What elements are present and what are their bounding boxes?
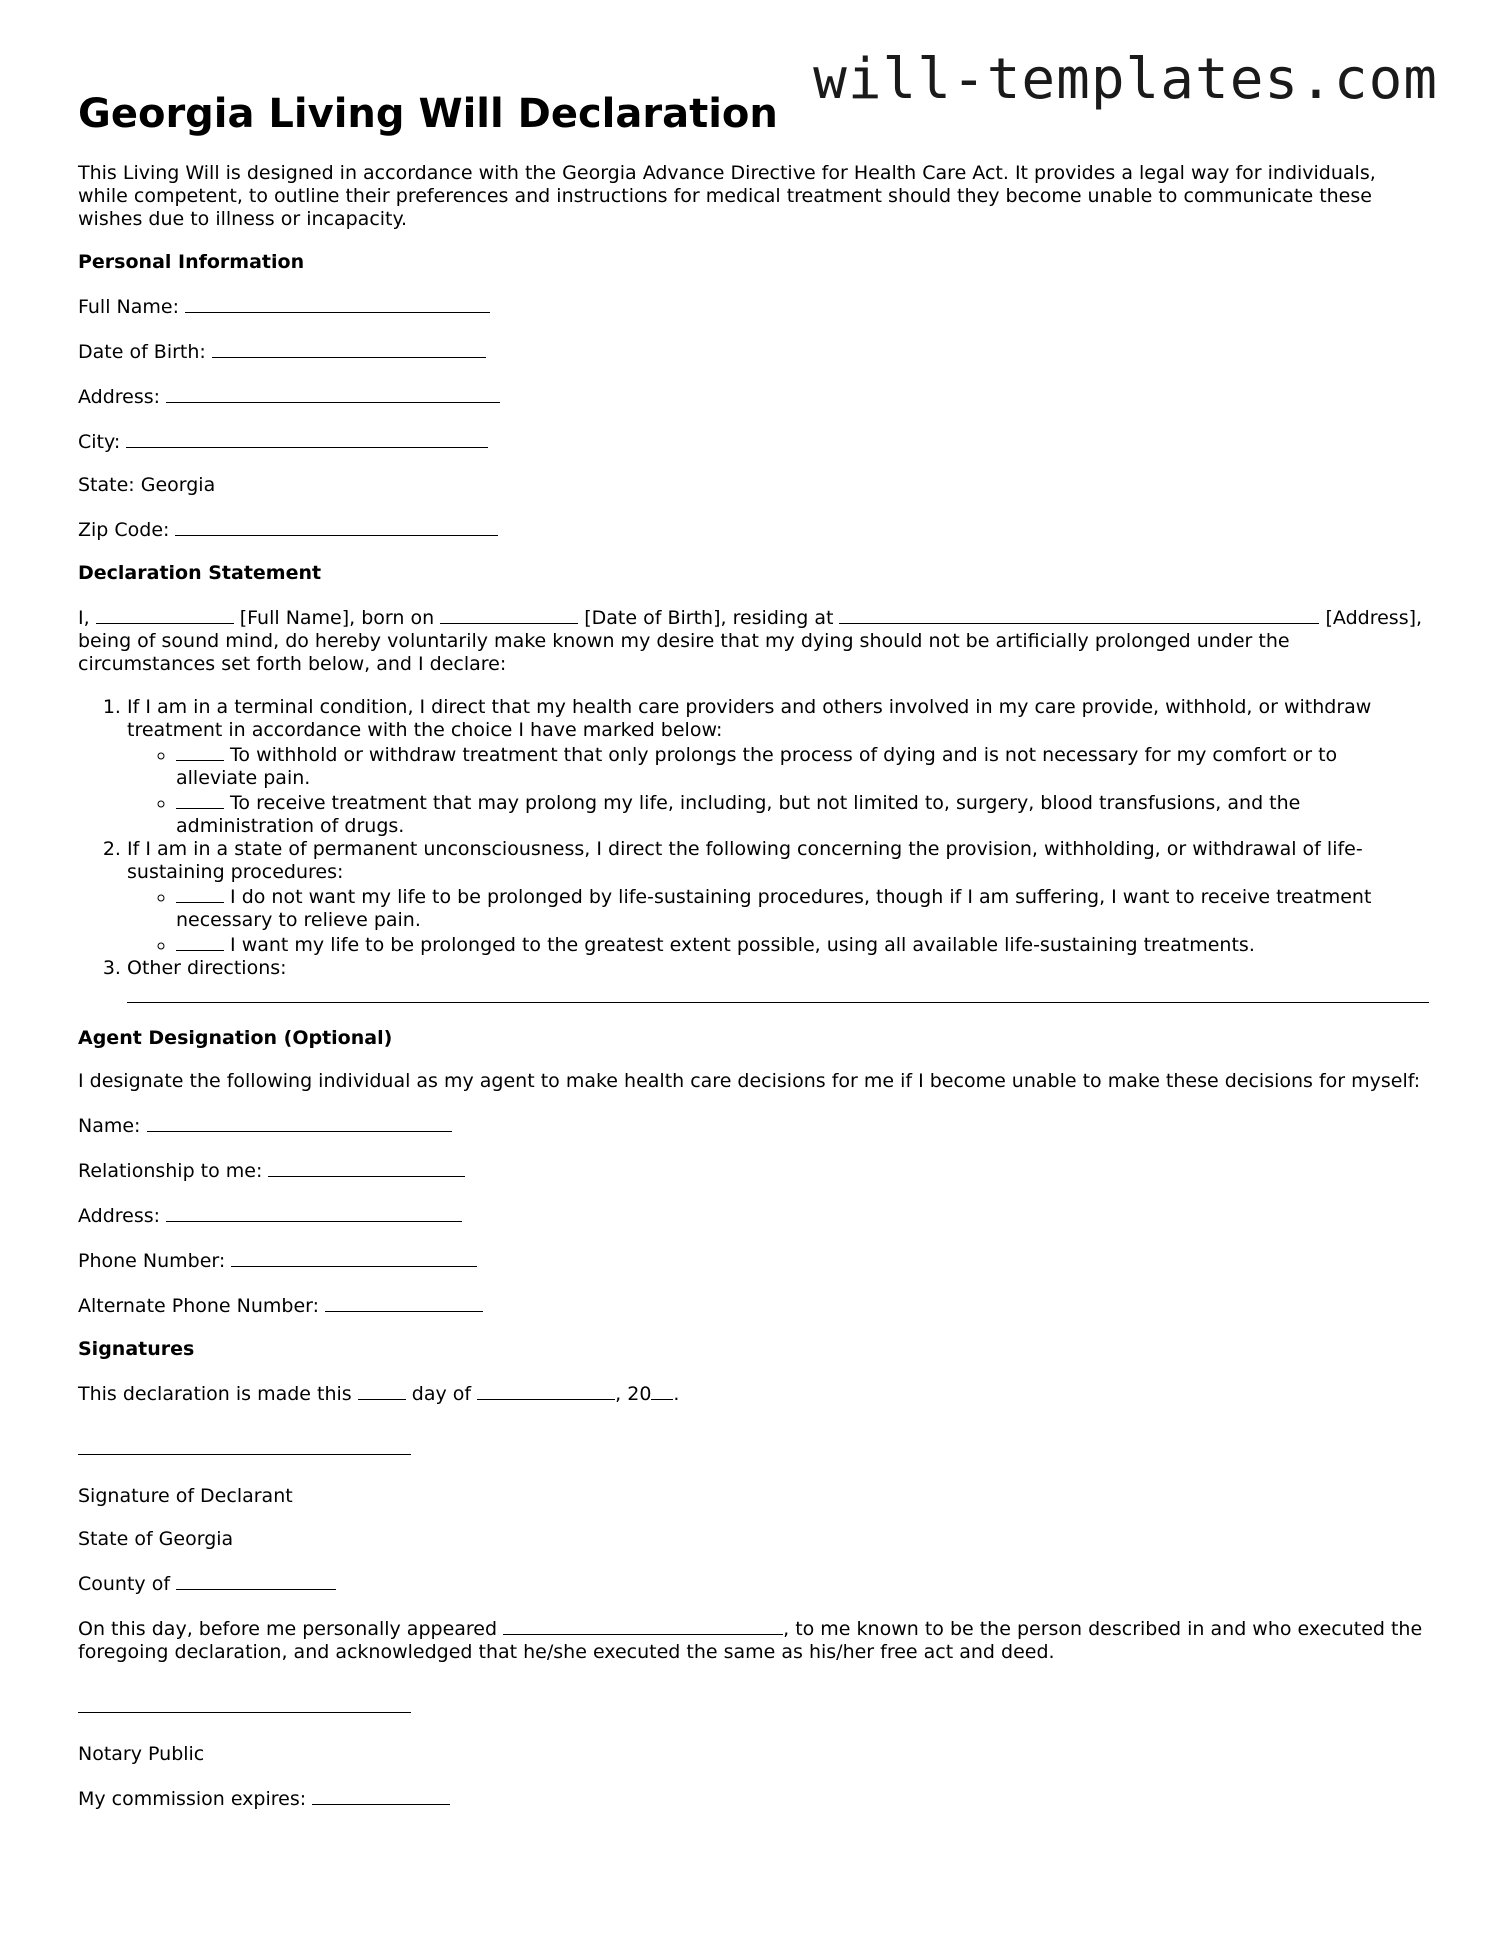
unconscious-prolong-text: I want my life to be prolonged to the greatest extent possible, using all available life-sustaining treatments. (230, 934, 1255, 956)
notary-text-b: , to me known to be the person described in and who executed the foregoing declaration, and acknowledged that he/she executed the same as his/her free act and deed. (78, 1618, 1423, 1663)
agent-phone-label: Phone Number: (78, 1250, 226, 1272)
declaration-name-blank[interactable] (96, 605, 234, 624)
state-label: State: Georgia (78, 474, 216, 496)
agent-phone-blank[interactable] (231, 1248, 477, 1267)
agent-alt-phone-label: Alternate Phone Number: (78, 1295, 320, 1317)
state-field (78, 474, 1423, 497)
city-label: City: (78, 431, 121, 453)
declaration-month-blank[interactable] (477, 1381, 615, 1400)
agent-relationship-blank[interactable] (268, 1158, 465, 1177)
unconscious-option-prolong (176, 932, 1423, 957)
terminal-option-receive (176, 790, 1423, 838)
agent-address-label: Address: (78, 1205, 161, 1227)
dob-blank[interactable] (212, 339, 486, 358)
declaration-heading: Declaration Statement (78, 562, 322, 584)
zip-field (78, 517, 1423, 542)
terminal-withhold-text: To withhold or withdraw treatment that only prolongs the process of dying and is not necessary for my comfort or to alleviate pain. (176, 744, 1338, 789)
dob-field (78, 339, 1423, 364)
city-blank[interactable] (126, 429, 488, 448)
declaration-address-blank[interactable] (839, 605, 1319, 624)
county-blank[interactable] (176, 1571, 336, 1590)
agent-alt-phone-blank[interactable] (325, 1293, 483, 1312)
unconscious-options (127, 884, 1423, 957)
document-page (78, 90, 1423, 1831)
terminal-receive-text: To receive treatment that may prolong my life, including, but not limited to, surgery, blood transfusions, and the administration of drugs. (176, 792, 1301, 837)
directive-unconscious-text: If I am in a state of permanent unconsciousness, I direct the following concerning the provision, withholding, or withdrawal of life-sustaining procedures: (127, 838, 1363, 883)
agent-heading: Agent Designation (Optional) (78, 1027, 393, 1049)
directive-terminal-text: If I am in a terminal condition, I direct that my health care providers and others involved in my care provide, withhold, or withdraw treatment in accordance with the choice I have marked below: (127, 696, 1372, 741)
full-name-field (78, 294, 1423, 319)
declaration-date-text-b: day of (411, 1383, 472, 1405)
declaration-paragraph (78, 605, 1423, 676)
directive-unconscious (127, 838, 1423, 957)
terminal-options (127, 742, 1423, 838)
unconscious-prolong-check-blank[interactable] (176, 932, 224, 951)
full-name-label: Full Name: (78, 296, 179, 318)
appeared-person-blank[interactable] (503, 1616, 783, 1635)
agent-alt-phone-field (78, 1293, 1423, 1318)
directive-terminal (127, 696, 1423, 838)
notary-signature-line[interactable] (78, 1694, 411, 1713)
unconscious-no-prolong-check-blank[interactable] (176, 884, 224, 903)
agent-phone-field (78, 1248, 1423, 1273)
directives-list (78, 696, 1423, 1003)
terminal-withhold-check-blank[interactable] (176, 742, 224, 761)
dob-label: Date of Birth: (78, 341, 206, 363)
agent-name-label: Name: (78, 1115, 141, 1137)
notary-text-a: On this day, before me personally appeared (78, 1618, 498, 1640)
agent-relationship-label: Relationship to me: (78, 1160, 263, 1182)
notary-paragraph (78, 1616, 1423, 1664)
agent-name-field (78, 1113, 1423, 1138)
agent-intro: I designate the following individual as my agent to make health care decisions for me if I become unable to make these decisions for myself: (78, 1070, 1421, 1092)
declaration-text-a: I, (78, 607, 90, 629)
declaration-day-blank[interactable] (358, 1381, 406, 1400)
address-label: Address: (78, 386, 161, 408)
declaration-text-d: [Address], being of sound mind, do hereby voluntarily make known my desire that my dying should not be artificially prolonged under the circumstances set forth below, and I declare: (78, 607, 1423, 675)
declarant-signature-line[interactable] (78, 1436, 411, 1455)
declaration-date-text-c: , 20 (615, 1383, 652, 1405)
zip-blank[interactable] (175, 517, 498, 536)
declaration-year-blank[interactable] (651, 1381, 673, 1400)
agent-name-blank[interactable] (147, 1113, 452, 1132)
directive-other (127, 957, 1423, 1003)
declaration-text-c: [Date of Birth], residing at (584, 607, 834, 629)
terminal-option-withhold (176, 742, 1423, 790)
commission-label: My commission expires: (78, 1788, 307, 1810)
agent-address-blank[interactable] (166, 1203, 462, 1222)
unconscious-no-prolong-text: I do not want my life to be prolonged by life-sustaining procedures, though if I am suffering, I want to receive treatment necessary to relieve pain. (176, 886, 1372, 931)
intro-paragraph: This Living Will is designed in accordance with the Georgia Advance Directive for Health Care Act. It provides a legal way for individuals, while competent, to outline their preferences and instructions for medical treatment should they become unable to communicate these wishes due to illness or incapacity. (78, 162, 1376, 230)
declaration-dob-blank[interactable] (440, 605, 578, 624)
declaration-date-text-d: . (673, 1383, 680, 1405)
county-label: County of (78, 1573, 171, 1595)
address-field (78, 384, 1423, 409)
agent-address-field (78, 1203, 1423, 1228)
terminal-receive-check-blank[interactable] (176, 790, 224, 809)
state-of-georgia: State of Georgia (78, 1528, 234, 1550)
full-name-blank[interactable] (185, 294, 490, 313)
county-field (78, 1571, 1423, 1596)
declaration-date-text-a: This declaration is made this (78, 1383, 352, 1405)
commission-blank[interactable] (312, 1786, 450, 1805)
page-title: Georgia Living Will Declaration (78, 91, 778, 137)
declarant-signature-label: Signature of Declarant (78, 1485, 293, 1507)
unconscious-option-no-prolong (176, 884, 1423, 932)
personal-info-heading: Personal Information (78, 251, 305, 273)
signatures-heading: Signatures (78, 1338, 195, 1360)
agent-relationship-field (78, 1158, 1423, 1183)
other-directions-blank[interactable] (127, 984, 1429, 1003)
watermark: will-templates.com (813, 47, 1438, 112)
declaration-text-b: [Full Name], born on (239, 607, 435, 629)
directive-other-label: Other directions: (127, 957, 287, 979)
notary-public-label: Notary Public (78, 1743, 205, 1765)
zip-label: Zip Code: (78, 519, 170, 541)
declaration-date-field (78, 1381, 1423, 1406)
address-blank[interactable] (166, 384, 500, 403)
commission-field (78, 1786, 1423, 1811)
city-field (78, 429, 1423, 454)
